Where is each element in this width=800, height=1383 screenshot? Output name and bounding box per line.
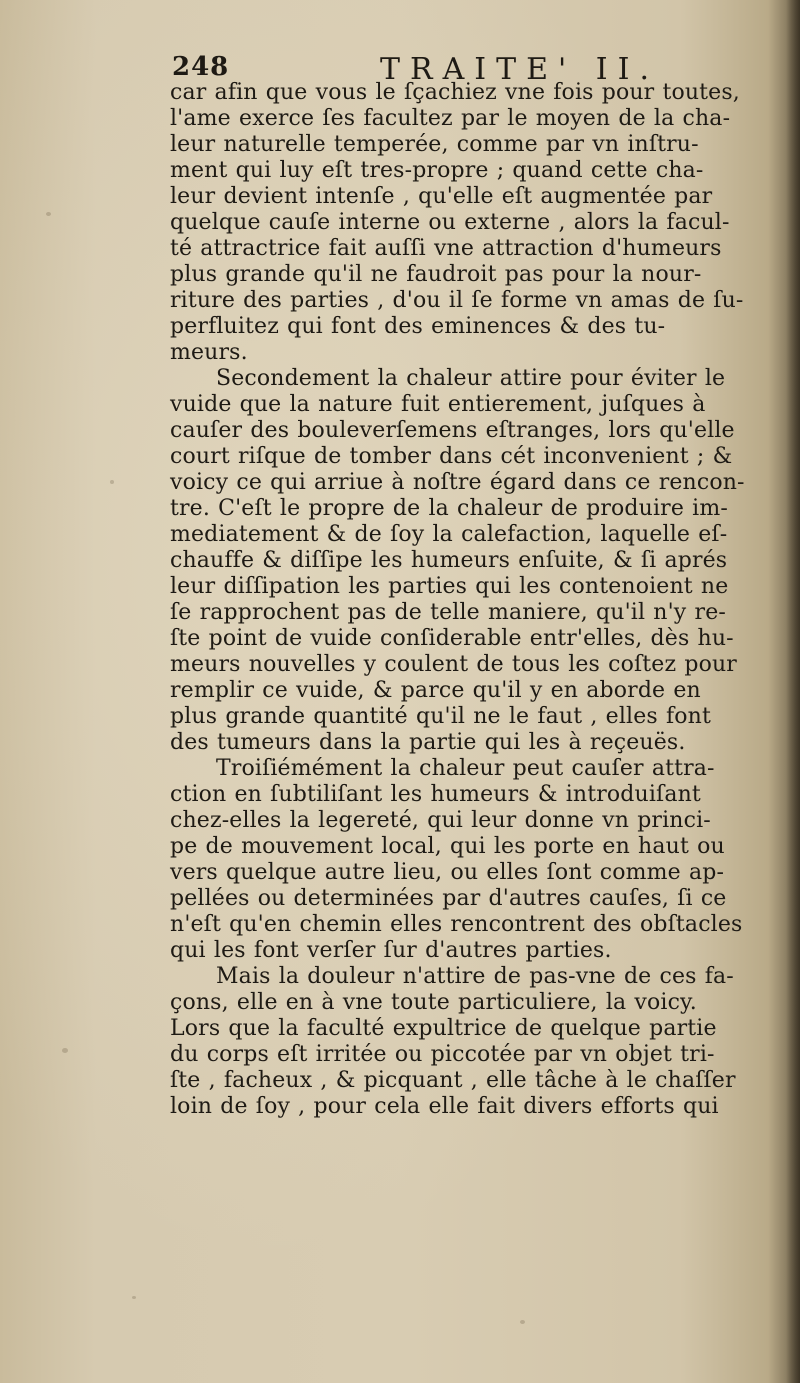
text-line: quelque cauſe interne ou externe , alors la facul- xyxy=(170,210,730,235)
text-line: leur diſſipation les parties qui les contenoient ne xyxy=(170,574,729,599)
text-line: ſe rapprochent pas de telle maniere, qu'il n'y re- xyxy=(170,600,726,625)
paper-speck xyxy=(132,1296,136,1299)
text-line: ction en ſubtiliſant les humeurs & introduiſant xyxy=(170,782,701,807)
text-line: l'ame exerce ſes facultez par le moyen de la cha- xyxy=(170,106,731,131)
text-line: Secondement la chaleur attire pour éviter le xyxy=(216,366,726,391)
text-line: ſte point de vuide conſiderable entr'elles, dès hu- xyxy=(170,626,734,651)
text-line: plus grande qu'il ne faudroit pas pour la nour- xyxy=(170,262,702,287)
text-line: meurs. xyxy=(170,340,248,365)
text-line: qui les font verſer ſur d'autres parties. xyxy=(170,938,612,963)
text-line: car afin que vous le ſçachiez vne fois pour toutes, xyxy=(170,80,740,105)
page-number: 248 xyxy=(172,52,230,82)
text-line: voicy ce qui arriue à noſtre égard dans ce rencon- xyxy=(170,470,745,495)
text-line: Lors que la faculté expultrice de quelque partie xyxy=(170,1016,717,1041)
paper-speck xyxy=(62,1048,68,1053)
text-line: cauſer des bouleverſemens eſtranges, lors qu'elle xyxy=(170,418,735,443)
body-text xyxy=(170,80,770,1120)
text-line: perfluitez qui font des eminences & des tu- xyxy=(170,314,666,339)
text-line: mediatement & de ſoy la calefaction, laquelle eſ- xyxy=(170,522,728,547)
text-line: vuide que la nature fuit entierement, juſques à xyxy=(170,392,706,417)
text-line: meurs nouvelles y coulent de tous les coſtez pour xyxy=(170,652,737,677)
binding-shadow xyxy=(786,0,800,1383)
text-line: loin de ſoy , pour cela elle fait divers efforts qui xyxy=(170,1094,719,1119)
text-line: plus grande quantité qu'il ne le faut , elles font xyxy=(170,704,711,729)
text-line: leur naturelle temperée, comme par vn inſtru- xyxy=(170,132,699,157)
text-line: court riſque de tomber dans cét inconvenient ; & xyxy=(170,444,733,469)
text-line: pe de mouvement local, qui les porte en haut ou xyxy=(170,834,725,859)
paper-speck xyxy=(110,480,114,484)
text-line: Mais la douleur n'attire de pas-vne de ces fa- xyxy=(216,964,734,989)
text-line: tre. C'eſt le propre de la chaleur de produire im- xyxy=(170,496,728,521)
text-line: ſte , facheux , & picquant , elle tâche à le chaſſer xyxy=(170,1068,736,1093)
text-line: Troiſiémément la chaleur peut cauſer attra- xyxy=(216,756,715,781)
text-line: té attractrice fait auſſi vne attraction d'humeurs xyxy=(170,236,722,261)
text-line: ment qui luy eſt tres-propre ; quand cette cha- xyxy=(170,158,704,183)
text-line: riture des parties , d'ou il ſe forme vn amas de ſu- xyxy=(170,288,744,313)
running-title: TRAITE' II. xyxy=(380,52,660,87)
text-line: des tumeurs dans la partie qui les à reçeuës. xyxy=(170,730,686,755)
text-line: pellées ou determinées par d'autres cauſes, ſi ce xyxy=(170,886,727,911)
text-line: chez-elles la legereté, qui leur donne vn princi- xyxy=(170,808,711,833)
text-line: remplir ce vuide, & parce qu'il y en aborde en xyxy=(170,678,701,703)
text-line: n'eſt qu'en chemin elles rencontrent des obſtacles xyxy=(170,912,743,937)
text-line: çons, elle en à vne toute particuliere, la voicy. xyxy=(170,990,697,1015)
text-line: vers quelque autre lieu, ou elles ſont comme ap- xyxy=(170,860,725,885)
text-line: leur devient intenſe , qu'elle eſt augmentée par xyxy=(170,184,713,209)
paper-speck xyxy=(520,1320,525,1324)
paper-speck xyxy=(46,212,51,216)
text-line: du corps eſt irritée ou piccotée par vn objet tri- xyxy=(170,1042,715,1067)
text-line: chauffe & diſſipe les humeurs enſuite, & ſi aprés xyxy=(170,548,728,573)
